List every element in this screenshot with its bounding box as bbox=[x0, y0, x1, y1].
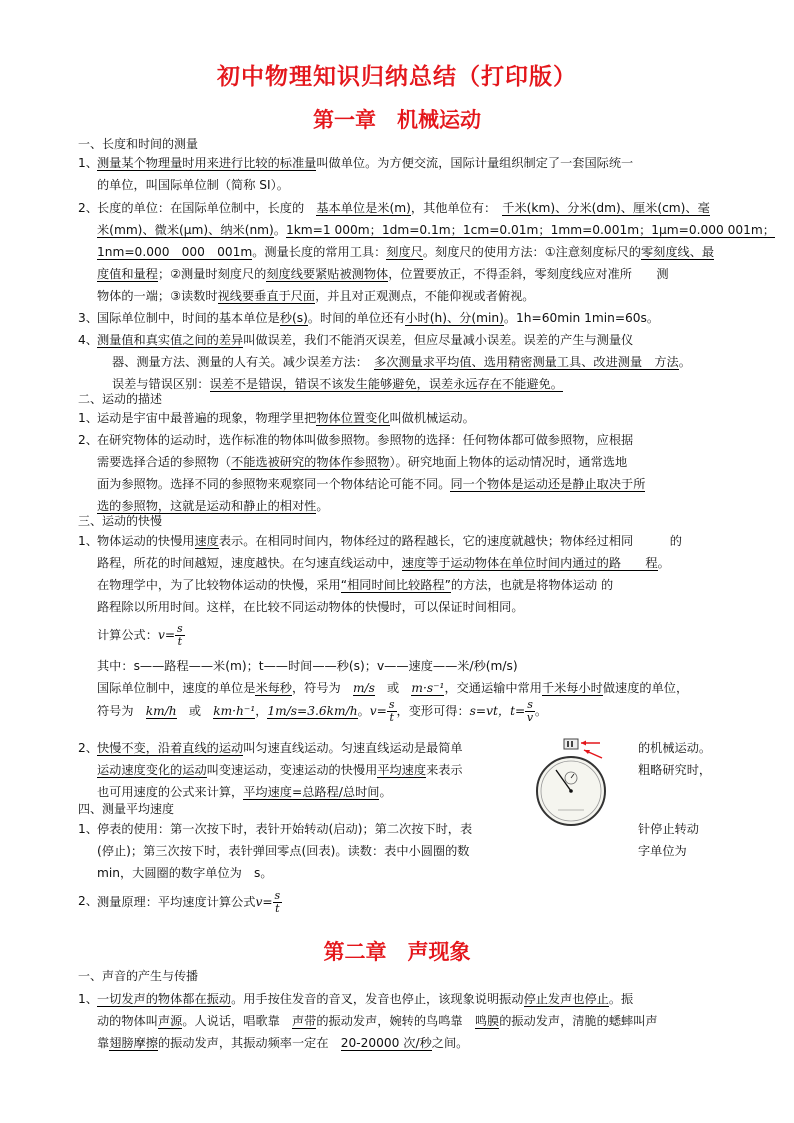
text: ， bbox=[255, 704, 268, 718]
item-number: 2、 bbox=[78, 894, 98, 908]
underlined-term: 米(mm)、微米(μm)、纳米(nm) bbox=[97, 223, 274, 237]
text: 动的物体叫 bbox=[97, 1014, 158, 1028]
formula-equals: = bbox=[262, 895, 273, 909]
paragraph-line: 路程除以所用时间。这样，在比较不同运动物体的快慢时，可以保证时间相同。 bbox=[97, 600, 524, 614]
formula-fraction bbox=[387, 699, 397, 724]
section-heading-length-time: 一、长度和时间的测量 bbox=[78, 137, 199, 151]
underlined-term: 翅膀摩擦 bbox=[109, 1036, 158, 1050]
section-heading-average-speed: 四、测量平均速度 bbox=[78, 802, 175, 816]
underlined-term: 千米每小时 bbox=[541, 681, 603, 695]
underlined-term: m/s bbox=[352, 681, 375, 695]
paragraph-line bbox=[97, 307, 659, 329]
paragraph-line: 的单位，叫国际单位制（简称 SI）。 bbox=[97, 178, 289, 192]
text: 符号为 bbox=[97, 704, 134, 718]
text: 。 bbox=[316, 499, 329, 513]
text: 的振动发声，其振动频率一定在 bbox=[157, 1036, 329, 1050]
underlined-term: 速度 bbox=[194, 534, 219, 548]
fraction-denominator: t bbox=[275, 902, 280, 915]
text: 也可用速度的公式来计算， bbox=[97, 785, 244, 799]
paragraph-line bbox=[97, 241, 714, 263]
text: ）。研究地面上物体的运动情况时，通常选地 bbox=[389, 455, 628, 469]
paragraph-line: 在研究物体的运动时，选作标准的物体叫做参照物。参照物的选择：任何物体都可做参照物，应根据 bbox=[97, 433, 634, 447]
item-number: 2、 bbox=[78, 201, 98, 215]
underlined-term: 测量某个物理量时用来进行比较的标准量 bbox=[97, 156, 317, 170]
formula-v: v bbox=[255, 895, 263, 909]
text: 。时间的单位还有 bbox=[307, 311, 406, 325]
text: 。测量长度的常用工具： bbox=[252, 245, 387, 259]
text: 误差与错误区别： bbox=[112, 377, 210, 391]
formula-line bbox=[97, 890, 282, 915]
text: ，变形可得： bbox=[396, 704, 470, 718]
text: 叫做单位。为方便交流，国际计量组织制定了一套国际统一 bbox=[316, 156, 634, 170]
text: 路程，所花的时间越短，速度越快。在匀速直线运动中， bbox=[97, 556, 402, 570]
text: 。1h=60min 1min=60s。 bbox=[503, 311, 660, 325]
item-number: 1、 bbox=[78, 992, 98, 1006]
text: 物体的一端；③读数时 bbox=[97, 289, 218, 303]
text: 。人说话，唱歌靠 bbox=[182, 1014, 280, 1028]
underlined-term: 平均速度 bbox=[377, 763, 427, 777]
underlined-term: “相同时间比较路程” bbox=[340, 578, 451, 592]
underlined-term: 20-20000 次/秒 bbox=[340, 1036, 432, 1050]
underlined-term: 零刻度线、最 bbox=[640, 245, 715, 259]
text: 或 bbox=[387, 681, 400, 695]
paragraph-line bbox=[97, 759, 463, 781]
text: 来表示 bbox=[426, 763, 463, 777]
paragraph-line bbox=[97, 574, 613, 596]
text: 面为参照物。选择不同的参照物来观察同一个物体结论可能不同。 bbox=[97, 477, 451, 491]
text: 运动是宇宙中最普遍的现象，物理学里把 bbox=[97, 411, 317, 425]
underlined-term: m·s⁻¹ bbox=[411, 681, 445, 695]
text: ，位置要放正，不得歪斜，零刻度线应对准所 测 bbox=[388, 267, 669, 281]
text: 。用手按住发音的音叉，发音也停止，该现象说明振动 bbox=[231, 992, 524, 1006]
paragraph-line: 的机械运动。 bbox=[638, 741, 712, 755]
paragraph-line bbox=[97, 1032, 468, 1054]
underlined-term: 刻度线要紧贴被测物体 bbox=[266, 267, 389, 281]
formula-text: s=vt，t= bbox=[469, 704, 526, 718]
fraction-numerator: s bbox=[527, 698, 533, 711]
paragraph-line bbox=[112, 373, 563, 395]
paragraph-line: 针停止转动 bbox=[638, 822, 699, 836]
text: 。 bbox=[657, 556, 670, 570]
paragraph-line bbox=[97, 552, 670, 574]
underlined-term: 平均速度=总路程/总时间 bbox=[243, 785, 380, 799]
paragraph-line: 粗略研究时， bbox=[638, 763, 712, 777]
underlined-term: 一切发声的物体都在振动 bbox=[97, 992, 232, 1006]
crown-grip bbox=[571, 741, 573, 747]
text: ，并且对正观测点，不能仰视或者俯视。 bbox=[315, 289, 535, 303]
paragraph-line bbox=[97, 473, 645, 495]
text: 。 bbox=[273, 223, 286, 237]
fraction-numerator: s bbox=[274, 889, 281, 902]
underlined-term: 度值和量程 bbox=[97, 267, 158, 281]
fraction-denominator: t bbox=[389, 711, 394, 724]
text: 叫变速运动，变速运动的快慢用 bbox=[206, 763, 378, 777]
underlined-term: 测量值和真实值之间的差异 bbox=[97, 333, 244, 347]
text: 的振动发声，婉转的鸟鸣靠 bbox=[316, 1014, 463, 1028]
text: 。刻度尺的使用方法：①注意刻度标尺的 bbox=[422, 245, 641, 259]
text: 。 bbox=[678, 355, 691, 369]
paragraph-line: 字单位为 bbox=[638, 844, 687, 858]
underlined-term: 刻度尺 bbox=[386, 245, 423, 259]
paragraph-line bbox=[97, 1010, 658, 1032]
paragraph-line bbox=[97, 219, 775, 241]
text: ，其他单位有： bbox=[410, 201, 491, 215]
formula-fraction bbox=[273, 890, 283, 915]
section-heading-sound-production: 一、声音的产生与传播 bbox=[78, 969, 199, 983]
item-number: 1、 bbox=[78, 411, 98, 425]
formula-equals: = bbox=[376, 704, 387, 718]
text: 长度的单位：在国际单位制中，长度的 bbox=[97, 201, 305, 215]
underlined-term: 1km=1 000m；1dm=0.1m；1cm=0.01m；1mm=0.001m；1μm=0.000 001m； bbox=[286, 223, 775, 237]
item-number: 2、 bbox=[78, 741, 98, 755]
formula-v: v bbox=[369, 704, 377, 718]
text: 国际单位制中，时间的基本单位是 bbox=[97, 311, 280, 325]
text: 其中： bbox=[97, 659, 134, 673]
formula-fraction bbox=[525, 699, 535, 724]
underlined-term: 秒(s) bbox=[279, 311, 308, 325]
section-heading-motion-description: 二、运动的描述 bbox=[78, 392, 163, 406]
underlined-term: 快慢不变，沿着直线的运动 bbox=[97, 741, 244, 755]
paragraph-line bbox=[97, 152, 633, 174]
underlined-term: 速度等于运动物体在单位时间内通过的路 程 bbox=[401, 556, 658, 570]
underlined-term: 基本单位是米(m) bbox=[316, 201, 411, 215]
text: 叫做机械运动。 bbox=[389, 411, 475, 425]
underlined-term: km·h⁻¹ bbox=[213, 704, 256, 718]
text: ，交通运输中常用 bbox=[444, 681, 542, 695]
underlined-term: 声带 bbox=[292, 1014, 317, 1028]
underlined-term: 选的参照物，这就是运动和静止的相对性 bbox=[97, 499, 317, 513]
underlined-term: 声源 bbox=[157, 1014, 183, 1028]
underlined-term: 鸣膜 bbox=[474, 1014, 500, 1028]
underlined-term: 视线要垂直于尺面 bbox=[217, 289, 316, 303]
fraction-numerator: s bbox=[388, 698, 395, 711]
underlined-term: 同一个物体是运动还是静止取决于所 bbox=[450, 477, 646, 491]
paragraph-line bbox=[97, 677, 688, 699]
fraction-denominator: v bbox=[526, 711, 534, 724]
stopwatch-figure bbox=[536, 736, 644, 832]
text: 表示。在相同时间内，物体经过的路程越长，它的速度就越快；物体经过相同 的 bbox=[218, 534, 682, 548]
text: 。 bbox=[357, 704, 370, 718]
text: 或 bbox=[188, 704, 202, 718]
text: 做速度的单位， bbox=[602, 681, 689, 695]
text: 测量原理：平均速度计算公式 bbox=[97, 895, 256, 909]
section-heading-speed: 三、运动的快慢 bbox=[78, 514, 163, 528]
underlined-term: 误差不是错误，错误不该发生能够避免，误差永远存在不能避免。 bbox=[209, 377, 563, 391]
text: 的方法，也就是将物体运动 的 bbox=[450, 578, 614, 592]
text: 。 bbox=[534, 704, 548, 718]
underlined-term: 停止发声也停止 bbox=[523, 992, 609, 1006]
paragraph-line: 停表的使用：第一次按下时，表针开始转动(启动)；第二次按下时，表 bbox=[97, 822, 473, 836]
underlined-term: km/h bbox=[145, 704, 177, 718]
formula-line bbox=[97, 623, 185, 648]
paragraph-line bbox=[97, 329, 633, 351]
text: t——时间——秒(s)； bbox=[258, 659, 377, 673]
fraction-denominator: t bbox=[177, 635, 183, 648]
text: 器、测量方法、测量的人有关。减少误差方法： bbox=[112, 355, 362, 369]
text: 国际单位制中，速度的单位是 bbox=[97, 681, 256, 695]
underlined-term: 法 bbox=[666, 355, 679, 369]
paragraph-line bbox=[97, 737, 463, 759]
underlined-term: 小时(h)、分(min) bbox=[405, 311, 504, 325]
text: v——速度——米/秒(m/s) bbox=[376, 659, 518, 673]
paragraph-line bbox=[97, 655, 518, 677]
chapter-1-heading: 第一章 机械运动 bbox=[313, 108, 481, 132]
formula-fraction bbox=[175, 623, 185, 648]
item-number: 1、 bbox=[78, 822, 98, 836]
text: 。 bbox=[379, 785, 392, 799]
paragraph-line: min，大圆圈的数字单位为 s。 bbox=[97, 866, 273, 880]
fraction-numerator: s bbox=[177, 622, 183, 635]
text: 需要选择合适的参照物（ bbox=[97, 455, 232, 469]
text: ；②测量时刻度尺的 bbox=[157, 267, 267, 281]
item-number: 3、 bbox=[78, 311, 98, 325]
underlined-term: 千米(km)、分米(dm)、厘米(cm)、毫 bbox=[502, 201, 710, 215]
item-number: 4、 bbox=[78, 333, 98, 347]
text: s——路程——米(m)； bbox=[133, 659, 259, 673]
underlined-term: 物体位置变化 bbox=[316, 411, 390, 425]
crown-grip bbox=[567, 741, 569, 747]
formula-equals: = bbox=[164, 628, 176, 642]
dial-center bbox=[569, 789, 573, 793]
text: 叫做误差，我们不能消灭误差，但应尽量减小误差。误差的产生与测量仪 bbox=[243, 333, 634, 347]
item-number: 2、 bbox=[78, 433, 98, 447]
item-number: 1、 bbox=[78, 156, 98, 170]
item-number: 1、 bbox=[78, 534, 98, 548]
text: 物体运动的快慢用 bbox=[97, 534, 195, 548]
paragraph-line bbox=[97, 988, 633, 1010]
paragraph-line bbox=[97, 263, 669, 285]
underlined-term: 运动速度变化的运动 bbox=[97, 763, 207, 777]
paragraph-line bbox=[97, 197, 710, 219]
text: 之间。 bbox=[431, 1036, 469, 1050]
text: ，符号为 bbox=[292, 681, 341, 695]
text: 的振动发声，清脆的蟋蟀叫声 bbox=[499, 1014, 658, 1028]
underlined-term: 米每秒 bbox=[255, 681, 292, 695]
paragraph-line bbox=[97, 699, 547, 724]
underlined-term: 不能选被研究的物体作参照物 bbox=[231, 455, 390, 469]
text: 。振 bbox=[608, 992, 634, 1006]
text: 叫匀速直线运动。匀速直线运动是最简单 bbox=[243, 741, 463, 755]
underlined-term: 1m/s=3.6km/h bbox=[267, 704, 358, 718]
arrow-head bbox=[581, 741, 586, 746]
paragraph-line bbox=[97, 530, 682, 552]
text: 计算公式： bbox=[97, 628, 158, 642]
paragraph-line: (停止)；第三次按下时，表针弹回零点(回表)。读数：表中小圆圈的数 bbox=[97, 844, 470, 858]
underlined-term: 多次测量求平均值、选用精密测量工具、改进测量 方 bbox=[374, 355, 667, 369]
paragraph-line bbox=[97, 781, 392, 803]
document-title: 初中物理知识归纳总结（打印版） bbox=[217, 64, 577, 90]
paragraph-line bbox=[97, 407, 475, 429]
chapter-2-heading: 第二章 声现象 bbox=[323, 940, 471, 964]
underlined-term: 1nm=0.000 000 001m bbox=[97, 245, 253, 259]
text: 在物理学中，为了比较物体运动的快慢，采用 bbox=[97, 578, 341, 592]
paragraph-line bbox=[112, 351, 691, 373]
paragraph-line bbox=[97, 285, 535, 307]
paragraph-line bbox=[97, 451, 627, 473]
text: 靠 bbox=[97, 1036, 110, 1050]
formula-v: v bbox=[157, 628, 165, 642]
